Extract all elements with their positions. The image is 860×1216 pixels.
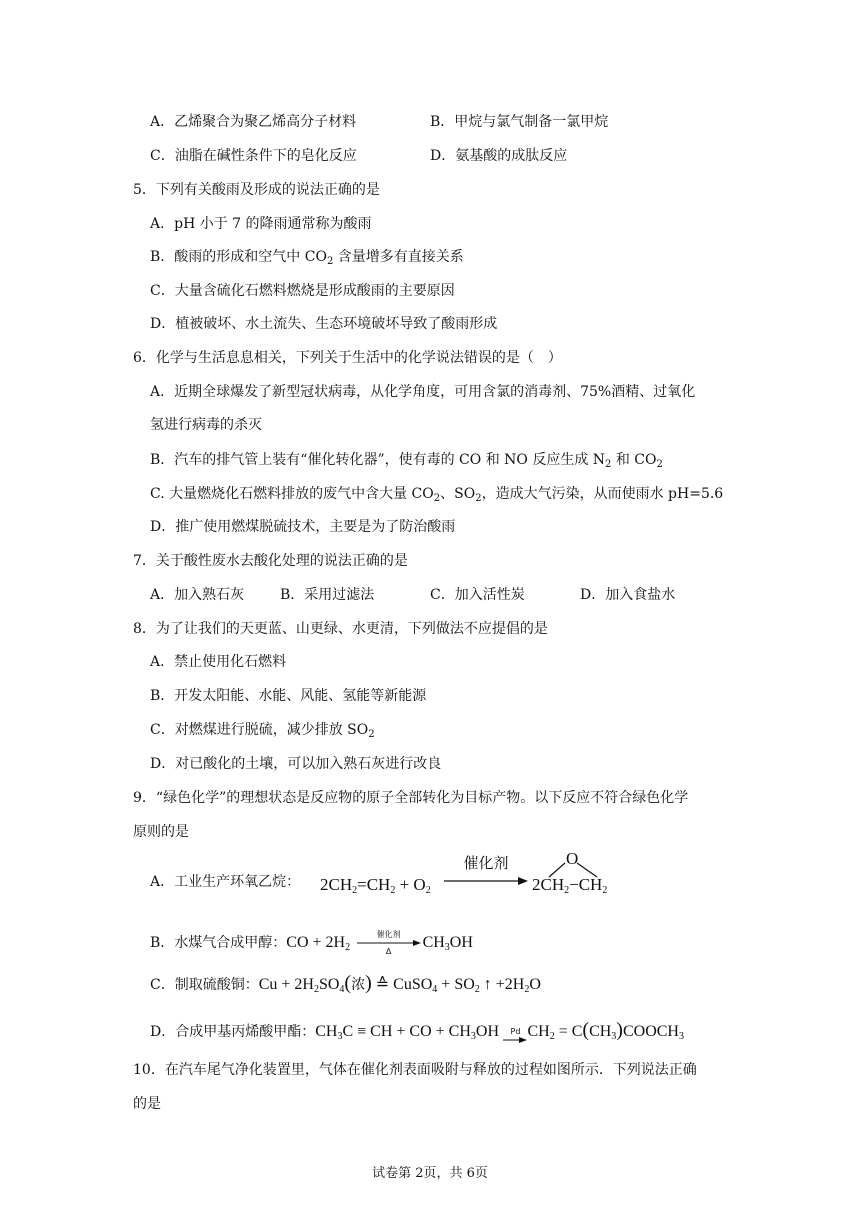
q8-option-c: C．对燃煤进行脱硫，减少排放 $SO_2$ (150, 722, 375, 740)
reaction-arrow-icon (357, 939, 421, 947)
q9-option-c: C．制取硫酸铜：$Cu + 2H_2SO_4$(浓) ≙ CuSO$_4$ + $SO_2$ ↑ $+2H_2O$ (150, 972, 541, 995)
q7-option-d: D．加入食盐水 (580, 587, 676, 603)
q9-stem-line1: 9．“绿色化学”的理想状态是反应物的原子全部转化为目标产物。以下反应不符合绿色化学 (133, 790, 689, 806)
q6-stem: 6．化学与生活息息相关，下列关于生活中的化学说法错误的是（ ） (133, 350, 562, 366)
q6-option-b: B．汽车的排气管上装有“催化转化器”，使有毒的 CO 和 NO 反应生成 $N_2$ 和 $CO_2$ (150, 452, 663, 470)
q5-option-b: B．酸雨的形成和空气中 $CO_2$ 含量增多有直接关系 (150, 249, 464, 267)
page-footer: 试卷第 2页，共 6页 (372, 1166, 488, 1181)
q9-option-a-equation: $2CH_2=CH_2 + O_2$ 催化剂 $2CH_2-CH_2$ O (320, 853, 610, 903)
q5-option-d: D．植被破坏、水土流失、生态环境破坏导致了酸雨形成 (150, 316, 498, 332)
q8-stem: 8．为了让我们的天更蓝、山更绿、水更清，下列做法不应提倡的是 (133, 621, 548, 637)
q10-stem-line1: 10．在汽车尾气净化装置里，气体在催化剂表面吸附与释放的过程如图所示．下列说法正确 (133, 1062, 697, 1078)
q7-stem: 7．关于酸性废水去酸化处理的说法正确的是 (133, 553, 408, 569)
q5-option-a: A．pH 小于 7 的降雨通常称为酸雨 (150, 216, 372, 232)
q9-option-a-label: A．工业生产环氧乙烷： (150, 874, 301, 890)
q9-d-arrow: Pd (503, 1027, 527, 1044)
q4-option-a: A．乙烯聚合为聚乙烯高分子材料 (150, 114, 357, 130)
q9-a-catalyst-label: 催化剂 (463, 854, 509, 872)
q5-stem: 5．下列有关酸雨及形成的说法正确的是 (133, 182, 380, 198)
q4-option-b: B．甲烷与氯气制备一氯甲烷 (430, 114, 609, 130)
q9-b-arrow: 催化剂 Δ (357, 930, 421, 956)
q6-option-a-line2: 氢进行病毒的杀灭 (150, 417, 262, 433)
q5-option-c: C．大量含硫化石燃料燃烧是形成酸雨的主要原因 (150, 283, 455, 299)
q8-option-a: A．禁止使用化石燃料 (150, 654, 287, 670)
q7-option-b: B．采用过滤法 (280, 587, 375, 603)
reaction-arrow-icon (503, 1036, 527, 1044)
epoxide-oxygen: O (566, 849, 579, 868)
q6-option-c: C. 大量燃烧化石燃料排放的废气中含大量 $CO_2$、$SO_2$，造成大气污染，从而使雨水 pH=5.6 (150, 486, 724, 504)
q6-option-d: D．推广使用燃煤脱硫技术，主要是为了防治酸雨 (150, 519, 456, 535)
q9-stem-line2: 原则的是 (133, 824, 189, 840)
q10-stem-line2: 的是 (133, 1096, 161, 1112)
q9-option-d: D．合成甲基丙烯酸甲酯：$CH_3C$ ≡ CH + CO + $CH_3OH$ Pd $CH_2$ = $C(CH_3)COOCH_3$ (150, 1019, 684, 1042)
q7-option-c: C．加入活性炭 (430, 587, 525, 603)
q4-option-c: C．油脂在碱性条件下的皂化反应 (150, 148, 357, 164)
q8-option-d: D．对已酸化的土壤，可以加入熟石灰进行改良 (150, 756, 442, 772)
q9-option-b: B．水煤气合成甲醇：CO + $2H_2$ 催化剂 Δ $CH_3OH$ (150, 930, 473, 956)
q6-option-a-line1: A．近期全球爆发了新型冠状病毒，从化学角度，可用含氯的消毒剂、75%酒精、过氧化 (150, 384, 696, 400)
q7-option-a: A．加入熟石灰 (150, 587, 245, 603)
q4-option-d: D．氨基酸的成肽反应 (430, 148, 568, 164)
reaction-arrow-icon (444, 875, 528, 887)
q8-option-b: B．开发太阳能、水能、风能、氢能等新能源 (150, 688, 427, 704)
